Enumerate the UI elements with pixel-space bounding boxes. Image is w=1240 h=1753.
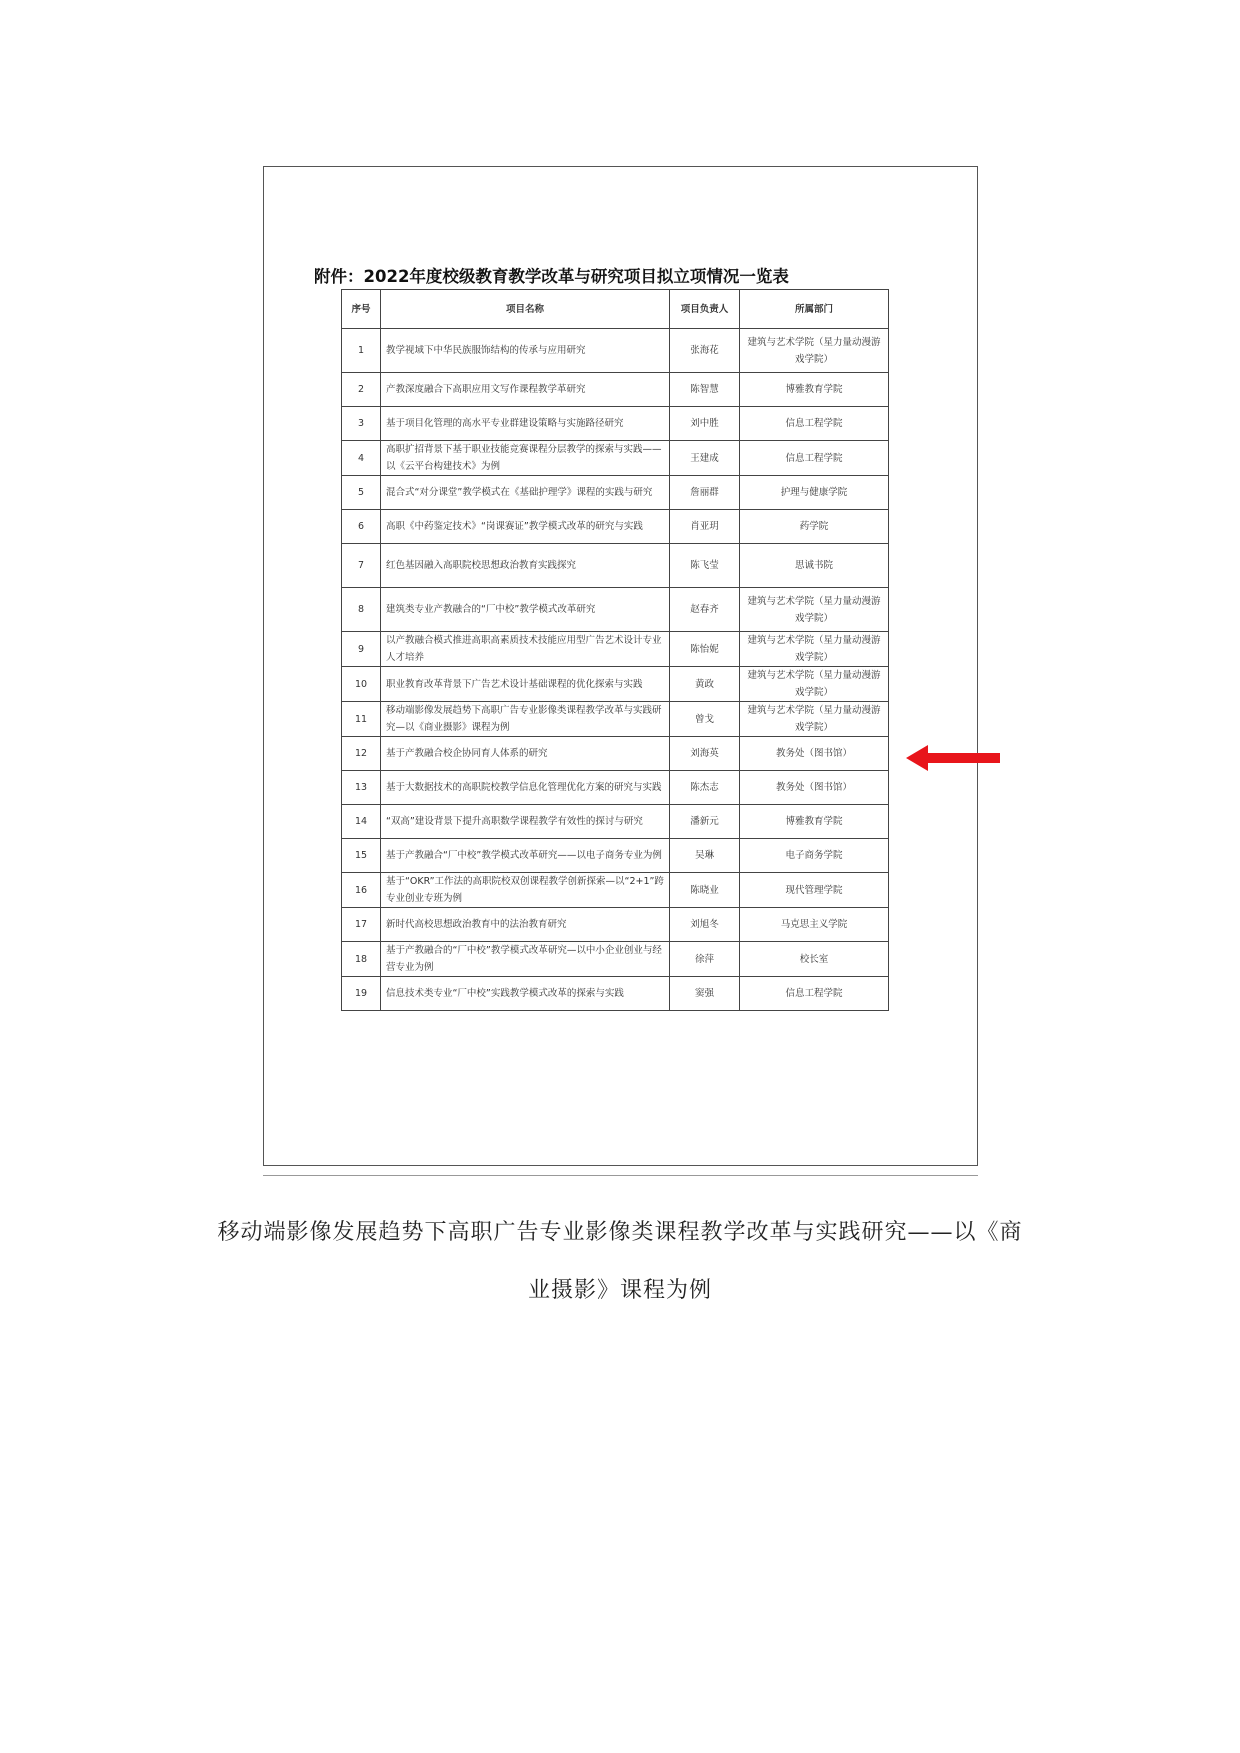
cell-project-name: “双高”建设背景下提升高职数学课程教学有效性的探讨与研究	[381, 805, 670, 839]
cell-project-name: 混合式“对分课堂”教学模式在《基础护理学》课程的实践与研究	[381, 476, 670, 510]
table-row	[342, 771, 889, 805]
cell-num: 9	[342, 632, 381, 667]
cell-num: 14	[342, 805, 381, 839]
cell-num: 12	[342, 737, 381, 771]
table-row	[342, 839, 889, 873]
table-header-row	[342, 290, 889, 329]
cell-project-name: 信息技术类专业“厂中校”实践教学模式改革的探索与实践	[381, 977, 670, 1011]
table-row	[342, 805, 889, 839]
cell-project-name: 基于产教融合“厂中校”教学模式改革研究——以电子商务专业为例	[381, 839, 670, 873]
cell-dept: 电子商务学院	[740, 839, 889, 873]
cell-num: 3	[342, 407, 381, 441]
cell-lead: 张海花	[670, 329, 740, 373]
table-row	[342, 667, 889, 702]
document-scan	[263, 166, 978, 1166]
cell-dept: 博雅教育学院	[740, 373, 889, 407]
cell-dept: 教务处（图书馆）	[740, 771, 889, 805]
cell-dept: 教务处（图书馆）	[740, 737, 889, 771]
cell-project-name: 基于产教融合校企协同育人体系的研究	[381, 737, 670, 771]
cell-num: 17	[342, 908, 381, 942]
table-row	[342, 441, 889, 476]
caption-line-2: 业摄影》课程为例	[527, 1278, 712, 1303]
cell-project-name: 职业教育改革背景下广告艺术设计基础课程的优化探索与实践	[381, 667, 670, 702]
cell-dept: 信息工程学院	[740, 977, 889, 1011]
cell-project-name: 教学视域下中华民族服饰结构的传承与应用研究	[381, 329, 670, 373]
cell-num: 7	[342, 544, 381, 588]
cell-dept: 校长室	[740, 942, 889, 977]
header-dept: 所属部门	[740, 290, 889, 329]
document-title: 附件：2022年度校级教育教学改革与研究项目拟立项情况一览表	[314, 267, 789, 286]
cell-project-name: 建筑类专业产教融合的“厂中校”教学模式改革研究	[381, 588, 670, 632]
cell-num: 8	[342, 588, 381, 632]
cell-lead: 王建成	[670, 441, 740, 476]
cell-dept: 信息工程学院	[740, 441, 889, 476]
cell-project-name: 基于产教融合的“厂中校”教学模式改革研究—以中小企业创业与经营专业为例	[381, 942, 670, 977]
cell-num: 15	[342, 839, 381, 873]
cell-project-name: 产教深度融合下高职应用文写作课程教学革研究	[381, 373, 670, 407]
table-row	[342, 873, 889, 908]
cell-project-name: 基于项目化管理的高水平专业群建设策略与实施路径研究	[381, 407, 670, 441]
cell-num: 11	[342, 702, 381, 737]
cell-lead: 黄政	[670, 667, 740, 702]
table-row	[342, 908, 889, 942]
cell-project-name: 基于“OKR”工作法的高职院校双创课程教学创新探索—以“2+1”跨专业创业专班为例	[381, 873, 670, 908]
table-body	[342, 329, 889, 1011]
cell-lead: 窦强	[670, 977, 740, 1011]
cell-lead: 刘海英	[670, 737, 740, 771]
table-row	[342, 737, 889, 771]
cell-project-name: 红色基因融入高职院校思想政治教育实践探究	[381, 544, 670, 588]
header-num: 序号	[342, 290, 381, 329]
cell-lead: 陈智慧	[670, 373, 740, 407]
cell-num: 19	[342, 977, 381, 1011]
header-lead: 项目负责人	[670, 290, 740, 329]
cell-project-name: 基于大数据技术的高职院校教学信息化管理优化方案的研究与实践	[381, 771, 670, 805]
cell-dept: 建筑与艺术学院（星力量动漫游戏学院）	[740, 702, 889, 737]
cell-num: 2	[342, 373, 381, 407]
cell-lead: 肖亚玥	[670, 510, 740, 544]
cell-num: 4	[342, 441, 381, 476]
cell-num: 6	[342, 510, 381, 544]
cell-lead: 陈晓业	[670, 873, 740, 908]
cell-lead: 刘旭冬	[670, 908, 740, 942]
header-name: 项目名称	[381, 290, 670, 329]
cell-lead: 詹丽群	[670, 476, 740, 510]
cell-dept: 建筑与艺术学院（星力量动漫游戏学院）	[740, 667, 889, 702]
cell-num: 5	[342, 476, 381, 510]
table-row	[342, 702, 889, 737]
table-row	[342, 977, 889, 1011]
cell-lead: 徐萍	[670, 942, 740, 977]
cell-dept: 药学院	[740, 510, 889, 544]
cell-num: 10	[342, 667, 381, 702]
table-row	[342, 329, 889, 373]
cell-dept: 建筑与艺术学院（星力量动漫游戏学院）	[740, 632, 889, 667]
cell-project-name: 新时代高校思想政治教育中的法治教育研究	[381, 908, 670, 942]
cell-lead: 陈杰志	[670, 771, 740, 805]
cell-lead: 陈怡妮	[670, 632, 740, 667]
cell-lead: 曾戈	[670, 702, 740, 737]
cell-dept: 护理与健康学院	[740, 476, 889, 510]
cell-lead: 潘新元	[670, 805, 740, 839]
cell-dept: 建筑与艺术学院（星力量动漫游戏学院）	[740, 588, 889, 632]
cell-lead: 刘中胜	[670, 407, 740, 441]
table-row	[342, 510, 889, 544]
table-row	[342, 632, 889, 667]
cell-num: 13	[342, 771, 381, 805]
cell-num: 1	[342, 329, 381, 373]
divider	[263, 1175, 978, 1176]
cell-dept: 信息工程学院	[740, 407, 889, 441]
cell-dept: 现代管理学院	[740, 873, 889, 908]
table-row	[342, 588, 889, 632]
cell-lead: 陈飞莹	[670, 544, 740, 588]
cell-project-name: 以产教融合模式推进高职高素质技术技能应用型广告艺术设计专业人才培养	[381, 632, 670, 667]
caption-line-1: 移动端影像发展趋势下高职广告专业影像类课程教学改革与实践研究——以《商	[217, 1220, 1023, 1245]
cell-lead: 赵春齐	[670, 588, 740, 632]
cell-dept: 建筑与艺术学院（星力量动漫游戏学院）	[740, 329, 889, 373]
cell-dept: 博雅教育学院	[740, 805, 889, 839]
cell-num: 18	[342, 942, 381, 977]
cell-project-name: 高职《中药鉴定技术》“岗课赛证”教学模式改革的研究与实践	[381, 510, 670, 544]
cell-dept: 思诚书院	[740, 544, 889, 588]
cell-project-name: 移动端影像发展趋势下高职广告专业影像类课程教学改革与实践研究—以《商业摄影》课程为例	[381, 702, 670, 737]
left-arrow-icon	[906, 743, 1002, 773]
table-row	[342, 476, 889, 510]
cell-project-name: 高职扩招背景下基于职业技能竞赛课程分层教学的探索与实践——以《云平台构建技术》为例	[381, 441, 670, 476]
project-table	[341, 289, 889, 1011]
cell-dept: 马克思主义学院	[740, 908, 889, 942]
cell-num: 16	[342, 873, 381, 908]
cell-lead: 吴琳	[670, 839, 740, 873]
figure-caption	[180, 1204, 1060, 1320]
table-row	[342, 942, 889, 977]
table-row	[342, 407, 889, 441]
table-row	[342, 373, 889, 407]
table-row	[342, 544, 889, 588]
